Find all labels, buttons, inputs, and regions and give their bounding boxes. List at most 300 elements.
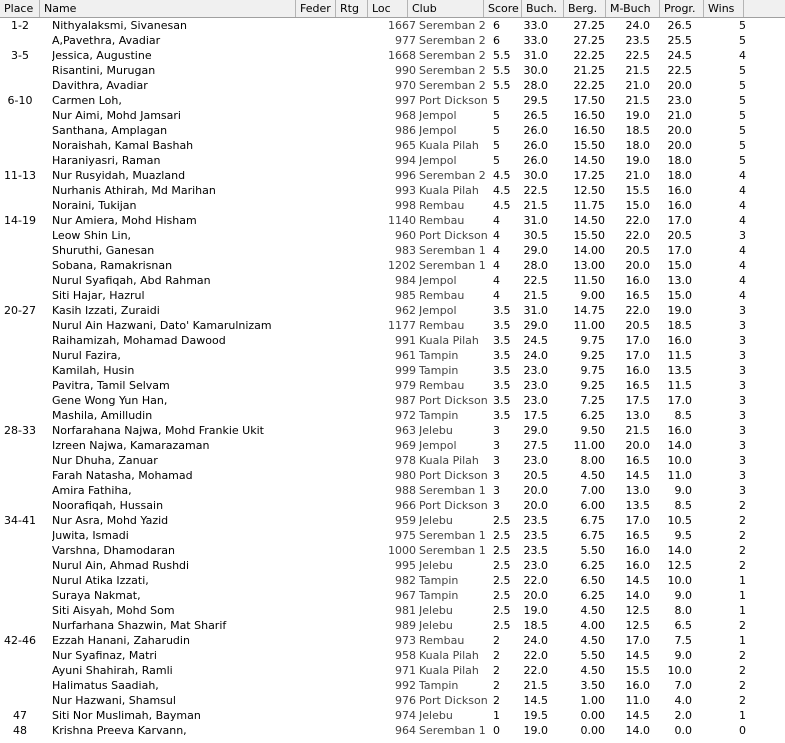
cell-progr: 14.0	[667, 544, 692, 557]
cell-place	[0, 108, 40, 123]
cell-place	[0, 378, 40, 393]
cell-loc: 996	[395, 169, 416, 182]
cell-progr: 21.0	[667, 109, 692, 122]
cell-score: 2.5	[493, 574, 511, 587]
cell-wins: 5	[739, 64, 746, 77]
cell-wins: 2	[739, 694, 746, 707]
table-row[interactable]	[0, 363, 785, 378]
cell-mbuch: 20.5	[625, 244, 650, 257]
cell-berg: 27.25	[573, 19, 605, 32]
cell-club: Port Dickson	[419, 394, 488, 407]
cell-place	[0, 543, 40, 558]
cell-buch: 22.5	[523, 274, 548, 287]
cell-buch: 28.0	[523, 79, 548, 92]
cell-berg: 6.50	[580, 574, 605, 587]
cell-progr: 16.0	[667, 199, 692, 212]
cell-club: Rembau	[419, 634, 465, 647]
cell-score: 6	[493, 19, 500, 32]
cell-buch: 23.0	[523, 559, 548, 572]
table-row[interactable]	[0, 423, 785, 438]
cell-berg: 14.50	[573, 154, 605, 167]
table-row[interactable]	[0, 678, 785, 693]
cell-place	[0, 603, 40, 618]
cell-loc: 985	[395, 289, 416, 302]
cell-mbuch: 15.0	[625, 199, 650, 212]
cell-name: Nur Hazwani, Shamsul	[52, 694, 176, 707]
column-header-berg[interactable]: Berg.	[564, 0, 606, 17]
cell-berg: 6.25	[580, 409, 605, 422]
cell-name: Farah Natasha, Mohamad	[52, 469, 193, 482]
table-row[interactable]	[0, 603, 785, 618]
cell-name: Nurfarhana Shazwin, Mat Sharif	[52, 619, 227, 632]
cell-progr: 24.5	[667, 49, 692, 62]
cell-score: 2.5	[493, 559, 511, 572]
cell-progr: 16.0	[667, 184, 692, 197]
cell-score: 5	[493, 109, 500, 122]
cell-mbuch: 14.0	[625, 724, 650, 737]
cell-loc: 975	[395, 529, 416, 542]
cell-name: Noraini, Tukijan	[52, 199, 137, 212]
cell-berg: 9.25	[580, 379, 605, 392]
table-row[interactable]	[0, 243, 785, 258]
cell-buch: 29.0	[523, 319, 548, 332]
cell-name: Noorafiqah, Hussain	[52, 499, 164, 512]
cell-mbuch: 24.0	[625, 19, 650, 32]
cell-name: Juwita, Ismadi	[52, 529, 129, 542]
cell-club: Seremban 1	[419, 544, 486, 557]
table-row[interactable]	[0, 258, 785, 273]
cell-place	[0, 663, 40, 678]
cell-club: Rembau	[419, 214, 465, 227]
cell-buch: 20.0	[523, 499, 548, 512]
cell-buch: 26.0	[523, 139, 548, 152]
cell-progr: 17.0	[667, 394, 692, 407]
cell-berg: 14.50	[573, 214, 605, 227]
cell-buch: 30.0	[523, 169, 548, 182]
table-row[interactable]	[0, 318, 785, 333]
cell-club: Kuala Pilah	[419, 649, 479, 662]
cell-club: Jempol	[419, 109, 457, 122]
cell-name: Siti Nor Muslimah, Bayman	[52, 709, 201, 722]
cell-place	[0, 648, 40, 663]
cell-name: Nur Amiera, Mohd Hisham	[52, 214, 197, 227]
column-header-feder[interactable]: Feder	[296, 0, 336, 17]
cell-wins: 5	[739, 124, 746, 137]
table-row[interactable]	[0, 378, 785, 393]
cell-progr: 20.5	[667, 229, 692, 242]
cell-club: Seremban 1	[419, 529, 486, 542]
cell-place: 20-27	[4, 304, 36, 317]
table-row[interactable]	[0, 393, 785, 408]
cell-mbuch: 16.5	[625, 379, 650, 392]
cell-buch: 27.5	[523, 439, 548, 452]
column-header-rtg[interactable]: Rtg	[336, 0, 368, 17]
cell-place	[0, 693, 40, 708]
cell-name: Nur Syafinaz, Matri	[52, 649, 157, 662]
cell-progr: 8.0	[674, 604, 692, 617]
cell-buch: 26.5	[523, 109, 548, 122]
cell-place: 3-5	[11, 49, 29, 62]
cell-wins: 1	[739, 589, 746, 602]
cell-name: Shuruthi, Ganesan	[52, 244, 155, 257]
cell-score: 4	[493, 289, 500, 302]
cell-name: Kasih Izzati, Zuraidi	[52, 304, 160, 317]
cell-name: Raihamizah, Mohamad Dawood	[52, 334, 226, 347]
cell-club: Jelebu	[419, 559, 453, 572]
cell-place	[0, 288, 40, 303]
cell-loc: 970	[395, 79, 416, 92]
cell-progr: 20.0	[667, 79, 692, 92]
column-header-buch[interactable]: Buch.	[522, 0, 564, 17]
cell-wins: 1	[739, 604, 746, 617]
cell-place	[0, 243, 40, 258]
cell-place	[0, 453, 40, 468]
cell-name: Nurul Fazira,	[52, 349, 121, 362]
cell-progr: 14.0	[667, 439, 692, 452]
cell-score: 5	[493, 94, 500, 107]
cell-wins: 0	[739, 724, 746, 737]
table-row[interactable]	[0, 513, 785, 528]
cell-club: Kuala Pilah	[419, 664, 479, 677]
cell-score: 5.5	[493, 79, 511, 92]
table-row[interactable]	[0, 93, 785, 108]
cell-score: 3.5	[493, 394, 511, 407]
cell-wins: 4	[739, 289, 746, 302]
table-row[interactable]	[0, 693, 785, 708]
cell-club: Tampin	[419, 589, 459, 602]
cell-club: Jempol	[419, 274, 457, 287]
cell-club: Tampin	[419, 574, 459, 587]
cell-berg: 6.75	[580, 529, 605, 542]
cell-club: Jempol	[419, 439, 457, 452]
cell-wins: 4	[739, 169, 746, 182]
cell-berg: 4.50	[580, 664, 605, 677]
cell-place	[0, 273, 40, 288]
cell-berg: 11.00	[573, 319, 605, 332]
cell-place: 6-10	[7, 94, 33, 107]
cell-place: 47	[13, 709, 27, 722]
cell-berg: 11.50	[573, 274, 605, 287]
cell-place	[0, 33, 40, 48]
cell-buch: 21.5	[523, 199, 548, 212]
table-row[interactable]	[0, 273, 785, 288]
cell-loc: 972	[395, 409, 416, 422]
cell-mbuch: 21.0	[625, 79, 650, 92]
table-row[interactable]	[0, 663, 785, 678]
table-row[interactable]	[0, 168, 785, 183]
table-row[interactable]	[0, 333, 785, 348]
cell-name: Siti Hajar, Hazrul	[52, 289, 145, 302]
cell-name: Varshna, Dhamodaran	[52, 544, 175, 557]
table-row[interactable]	[0, 438, 785, 453]
cell-club: Port Dickson	[419, 94, 488, 107]
table-row[interactable]	[0, 288, 785, 303]
cell-wins: 3	[739, 424, 746, 437]
cell-progr: 9.5	[674, 529, 692, 542]
cell-name: Gene Wong Yun Han,	[52, 394, 168, 407]
cell-buch: 20.0	[523, 589, 548, 602]
cell-loc: 980	[395, 469, 416, 482]
cell-wins: 3	[739, 484, 746, 497]
cell-mbuch: 22.5	[625, 49, 650, 62]
cell-score: 3.5	[493, 349, 511, 362]
cell-place	[0, 333, 40, 348]
cell-buch: 33.0	[523, 19, 548, 32]
cell-score: 3.5	[493, 409, 511, 422]
column-header-progr[interactable]: Progr.	[660, 0, 704, 17]
cell-progr: 9.0	[674, 649, 692, 662]
cell-berg: 0.00	[580, 724, 605, 737]
cell-wins: 4	[739, 184, 746, 197]
cell-buch: 28.0	[523, 259, 548, 272]
cell-berg: 9.50	[580, 424, 605, 437]
cell-score: 4	[493, 274, 500, 287]
cell-mbuch: 15.5	[625, 664, 650, 677]
cell-name: Izreen Najwa, Kamarazaman	[52, 439, 210, 452]
cell-score: 5	[493, 139, 500, 152]
cell-loc: 1202	[388, 259, 416, 272]
table-row[interactable]	[0, 453, 785, 468]
cell-place	[0, 348, 40, 363]
cell-score: 2.5	[493, 589, 511, 602]
cell-progr: 11.5	[667, 379, 692, 392]
cell-wins: 3	[739, 349, 746, 362]
column-header-club[interactable]: Club	[408, 0, 484, 17]
cell-name: Nur Rusyidah, Muazland	[52, 169, 186, 182]
cell-place	[0, 63, 40, 78]
cell-progr: 0.0	[674, 724, 692, 737]
cell-buch: 33.0	[523, 34, 548, 47]
cell-progr: 18.0	[667, 169, 692, 182]
table-row[interactable]	[0, 543, 785, 558]
cell-score: 2	[493, 664, 500, 677]
cell-loc: 963	[395, 424, 416, 437]
table-row[interactable]	[0, 528, 785, 543]
column-header-score[interactable]: Score	[484, 0, 522, 17]
cell-berg: 3.50	[580, 679, 605, 692]
cell-wins: 2	[739, 664, 746, 677]
cell-loc: 993	[395, 184, 416, 197]
cell-progr: 16.0	[667, 424, 692, 437]
cell-place	[0, 153, 40, 168]
cell-buch: 23.0	[523, 379, 548, 392]
table-row[interactable]	[0, 303, 785, 318]
cell-berg: 4.00	[580, 619, 605, 632]
cell-berg: 17.25	[573, 169, 605, 182]
table-row[interactable]	[0, 78, 785, 93]
cell-loc: 990	[395, 64, 416, 77]
cell-mbuch: 17.0	[625, 634, 650, 647]
cell-progr: 11.0	[667, 469, 692, 482]
cell-buch: 23.0	[523, 454, 548, 467]
cell-place: 48	[13, 724, 27, 737]
cell-buch: 20.5	[523, 469, 548, 482]
cell-place	[0, 198, 40, 213]
cell-progr: 6.5	[674, 619, 692, 632]
cell-buch: 20.0	[523, 484, 548, 497]
cell-score: 3	[493, 484, 500, 497]
cell-berg: 9.75	[580, 334, 605, 347]
cell-score: 4	[493, 259, 500, 272]
cell-buch: 26.0	[523, 154, 548, 167]
cell-mbuch: 12.5	[625, 604, 650, 617]
table-row[interactable]	[0, 483, 785, 498]
table-row[interactable]	[0, 108, 785, 123]
cell-berg: 5.50	[580, 544, 605, 557]
table-row[interactable]	[0, 33, 785, 48]
cell-place: 34-41	[4, 514, 36, 527]
cell-name: Davithra, Avadiar	[52, 79, 148, 92]
cell-berg: 5.50	[580, 649, 605, 662]
cell-wins: 4	[739, 214, 746, 227]
cell-name: Nurul Syafiqah, Abd Rahman	[52, 274, 211, 287]
cell-name: A,Pavethra, Avadiar	[52, 34, 161, 47]
cell-score: 2	[493, 694, 500, 707]
cell-mbuch: 21.5	[625, 424, 650, 437]
table-row[interactable]	[0, 633, 785, 648]
table-row[interactable]	[0, 498, 785, 513]
cell-place	[0, 408, 40, 423]
table-row[interactable]	[0, 183, 785, 198]
cell-buch: 22.0	[523, 574, 548, 587]
table-row[interactable]	[0, 48, 785, 63]
cell-name: Amira Fathiha,	[52, 484, 132, 497]
cell-place	[0, 138, 40, 153]
cell-buch: 22.0	[523, 649, 548, 662]
cell-club: Kuala Pilah	[419, 334, 479, 347]
table-row[interactable]	[0, 123, 785, 138]
table-row[interactable]	[0, 648, 785, 663]
table-row[interactable]	[0, 708, 785, 723]
cell-mbuch: 19.0	[625, 154, 650, 167]
table-row[interactable]	[0, 138, 785, 153]
cell-berg: 16.50	[573, 109, 605, 122]
cell-score: 2	[493, 649, 500, 662]
table-row[interactable]	[0, 468, 785, 483]
cell-club: Seremban 1	[419, 484, 486, 497]
cell-loc: 973	[395, 634, 416, 647]
table-row[interactable]	[0, 723, 785, 738]
cell-name: Kamilah, Husin	[52, 364, 135, 377]
cell-progr: 10.0	[667, 454, 692, 467]
column-header-bar	[0, 0, 785, 18]
cell-name: Carmen Loh,	[52, 94, 122, 107]
cell-berg: 11.00	[573, 439, 605, 452]
column-header-mbuch[interactable]: M-Buch	[606, 0, 660, 17]
column-header-place[interactable]: Place	[0, 0, 40, 17]
cell-club: Jempol	[419, 124, 457, 137]
cell-progr: 7.5	[674, 634, 692, 647]
column-header-loc[interactable]: Loc	[368, 0, 408, 17]
cell-name: Pavitra, Tamil Selvam	[52, 379, 170, 392]
column-header-name[interactable]: Name	[40, 0, 296, 17]
table-row[interactable]	[0, 573, 785, 588]
cell-score: 4.5	[493, 169, 511, 182]
cell-name: Nur Dhuha, Zanuar	[52, 454, 158, 467]
cell-progr: 18.5	[667, 319, 692, 332]
cell-name: Halimatus Saadiah,	[52, 679, 159, 692]
cell-berg: 7.00	[580, 484, 605, 497]
cell-score: 3	[493, 454, 500, 467]
cell-club: Tampin	[419, 349, 459, 362]
table-row[interactable]	[0, 348, 785, 363]
cell-place	[0, 438, 40, 453]
cell-loc: 988	[395, 484, 416, 497]
table-row[interactable]	[0, 408, 785, 423]
cell-progr: 15.0	[667, 259, 692, 272]
cell-place: 11-13	[4, 169, 36, 182]
cell-loc: 1668	[388, 49, 416, 62]
table-row[interactable]	[0, 588, 785, 603]
table-row[interactable]	[0, 153, 785, 168]
cell-mbuch: 16.0	[625, 559, 650, 572]
cell-buch: 29.0	[523, 244, 548, 257]
cell-score: 4.5	[493, 199, 511, 212]
cell-berg: 6.25	[580, 589, 605, 602]
cell-berg: 22.25	[573, 49, 605, 62]
cell-club: Kuala Pilah	[419, 139, 479, 152]
cell-wins: 5	[739, 94, 746, 107]
cell-berg: 9.25	[580, 349, 605, 362]
column-header-wins[interactable]: Wins	[704, 0, 744, 17]
cell-loc: 986	[395, 124, 416, 137]
cell-club: Tampin	[419, 679, 459, 692]
cell-place: 1-2	[11, 19, 29, 32]
cell-mbuch: 11.0	[625, 694, 650, 707]
cell-wins: 3	[739, 229, 746, 242]
cell-place	[0, 528, 40, 543]
cell-score: 2.5	[493, 529, 511, 542]
cell-loc: 998	[395, 199, 416, 212]
cell-berg: 6.00	[580, 499, 605, 512]
table-row[interactable]	[0, 63, 785, 78]
cell-name: Siti Aisyah, Mohd Som	[52, 604, 175, 617]
cell-buch: 19.0	[523, 724, 548, 737]
cell-mbuch: 12.5	[625, 619, 650, 632]
cell-score: 3.5	[493, 304, 511, 317]
cell-place	[0, 228, 40, 243]
cell-mbuch: 16.5	[625, 529, 650, 542]
cell-wins: 3	[739, 364, 746, 377]
table-row[interactable]	[0, 558, 785, 573]
cell-buch: 23.5	[523, 544, 548, 557]
table-row[interactable]	[0, 618, 785, 633]
cell-place	[0, 78, 40, 93]
cell-name: Sobana, Ramakrisnan	[52, 259, 173, 272]
cell-mbuch: 18.0	[625, 139, 650, 152]
cell-club: Seremban 2	[419, 169, 486, 182]
cell-berg: 8.00	[580, 454, 605, 467]
cell-loc: 961	[395, 349, 416, 362]
cell-wins: 4	[739, 199, 746, 212]
cell-buch: 14.5	[523, 694, 548, 707]
cell-wins: 2	[739, 514, 746, 527]
cell-loc: 960	[395, 229, 416, 242]
cell-progr: 2.0	[674, 709, 692, 722]
table-row[interactable]	[0, 213, 785, 228]
cell-place	[0, 558, 40, 573]
cell-club: Jelebu	[419, 709, 453, 722]
table-row[interactable]	[0, 228, 785, 243]
cell-wins: 2	[739, 499, 746, 512]
cell-loc: 984	[395, 274, 416, 287]
table-row[interactable]	[0, 198, 785, 213]
cell-club: Jelebu	[419, 424, 453, 437]
table-row[interactable]	[0, 18, 785, 33]
cell-loc: 997	[395, 94, 416, 107]
cell-mbuch: 14.5	[625, 574, 650, 587]
cell-loc: 976	[395, 694, 416, 707]
